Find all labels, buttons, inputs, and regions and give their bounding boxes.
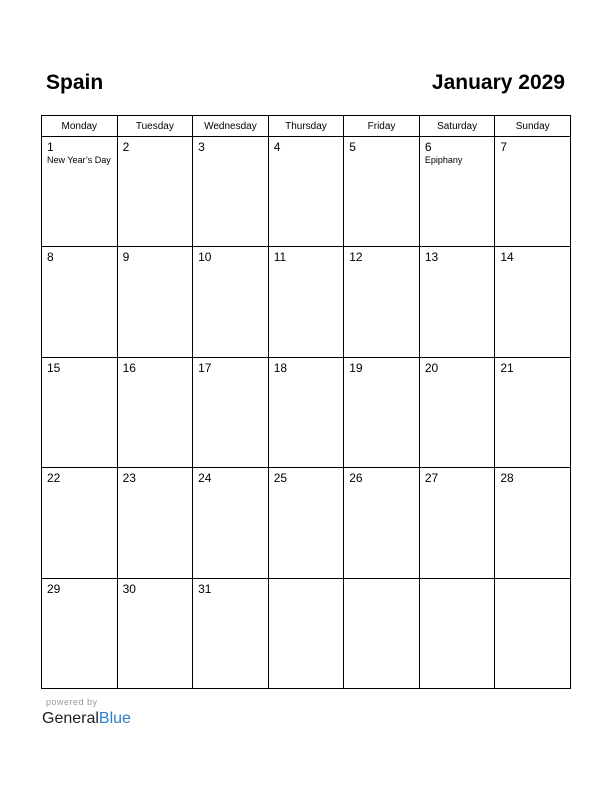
day-number: 7	[500, 140, 508, 154]
day-number: 8	[47, 250, 54, 265]
weekday-header: Saturday	[419, 116, 495, 137]
weekday-header: Wednesday	[193, 116, 269, 137]
weekday-header: Tuesday	[117, 116, 193, 137]
day-cell	[495, 357, 571, 467]
day-cell	[419, 468, 495, 578]
day-cell	[117, 247, 193, 357]
day-number: 30	[122, 581, 136, 596]
day-number: 28	[500, 471, 514, 486]
day-cell	[344, 357, 420, 467]
day-cell	[193, 247, 269, 357]
day-number: 13	[424, 250, 439, 265]
country-title: Spain	[46, 71, 104, 94]
weekday-header: Sunday	[495, 116, 571, 137]
day-cell	[117, 137, 193, 247]
day-cell	[268, 247, 344, 357]
day-number: 18	[273, 360, 288, 375]
day-cell	[495, 137, 571, 247]
empty-day-cell	[495, 578, 571, 688]
day-number: 14	[500, 250, 514, 265]
day-cell	[193, 357, 269, 467]
day-number: 11	[273, 250, 287, 265]
holiday-label: New Year’s Day	[47, 155, 111, 165]
day-number: 20	[424, 360, 439, 375]
brand-general-text: General	[42, 710, 99, 727]
day-cell	[495, 468, 571, 578]
day-cell	[42, 578, 118, 688]
day-cell	[344, 247, 420, 357]
day-cell	[193, 137, 269, 247]
day-cell	[42, 137, 118, 247]
calendar-grid	[41, 115, 571, 689]
day-number: 5	[349, 140, 356, 154]
weekday-header: Friday	[344, 116, 420, 137]
day-cell	[193, 468, 269, 578]
day-number: 22	[47, 471, 61, 486]
day-number: 1	[47, 140, 54, 154]
month-year-title: January 2029	[431, 71, 565, 94]
day-cell	[419, 357, 495, 467]
weekday-header-row	[42, 116, 571, 137]
empty-day-cell	[268, 578, 344, 688]
day-cell	[344, 137, 420, 247]
week-row	[42, 468, 571, 578]
holiday-label: Epiphany	[424, 155, 463, 165]
day-number: 31	[198, 581, 212, 596]
day-cell	[42, 468, 118, 578]
day-number: 26	[349, 471, 363, 486]
day-number: 4	[273, 140, 281, 154]
day-cell	[117, 357, 193, 467]
day-number: 2	[122, 140, 130, 154]
day-number: 16	[122, 360, 136, 375]
week-row	[42, 578, 571, 688]
day-number: 6	[424, 140, 432, 154]
powered-by-label: powered by	[46, 697, 98, 707]
brand-logo	[42, 709, 131, 729]
day-cell	[42, 357, 118, 467]
day-cell	[268, 357, 344, 467]
day-number: 17	[198, 360, 212, 375]
day-cell	[42, 247, 118, 357]
day-number: 10	[198, 250, 212, 265]
week-row	[42, 247, 571, 357]
day-cell	[193, 578, 269, 688]
empty-day-cell	[419, 578, 495, 688]
day-number: 19	[349, 360, 363, 375]
day-cell	[268, 137, 344, 247]
day-cell	[268, 468, 344, 578]
day-cell	[117, 578, 193, 688]
day-number: 15	[47, 360, 61, 375]
brand-blue-text: Blue	[98, 710, 131, 727]
empty-day-cell	[344, 578, 420, 688]
day-number: 21	[500, 360, 514, 375]
day-cell	[495, 247, 571, 357]
day-number: 3	[198, 140, 205, 154]
day-number: 24	[198, 471, 212, 486]
weekday-header: Monday	[42, 116, 118, 137]
day-number: 25	[273, 471, 288, 486]
day-cell	[419, 137, 495, 247]
day-cell	[344, 468, 420, 578]
day-number: 29	[47, 581, 61, 596]
day-cell	[419, 247, 495, 357]
weekday-header: Thursday	[268, 116, 344, 137]
day-number: 23	[122, 471, 136, 486]
week-row	[42, 357, 571, 467]
week-row	[42, 137, 571, 247]
day-number: 9	[122, 250, 130, 265]
day-number: 12	[349, 250, 363, 265]
day-cell	[117, 468, 193, 578]
day-number: 27	[424, 471, 439, 486]
